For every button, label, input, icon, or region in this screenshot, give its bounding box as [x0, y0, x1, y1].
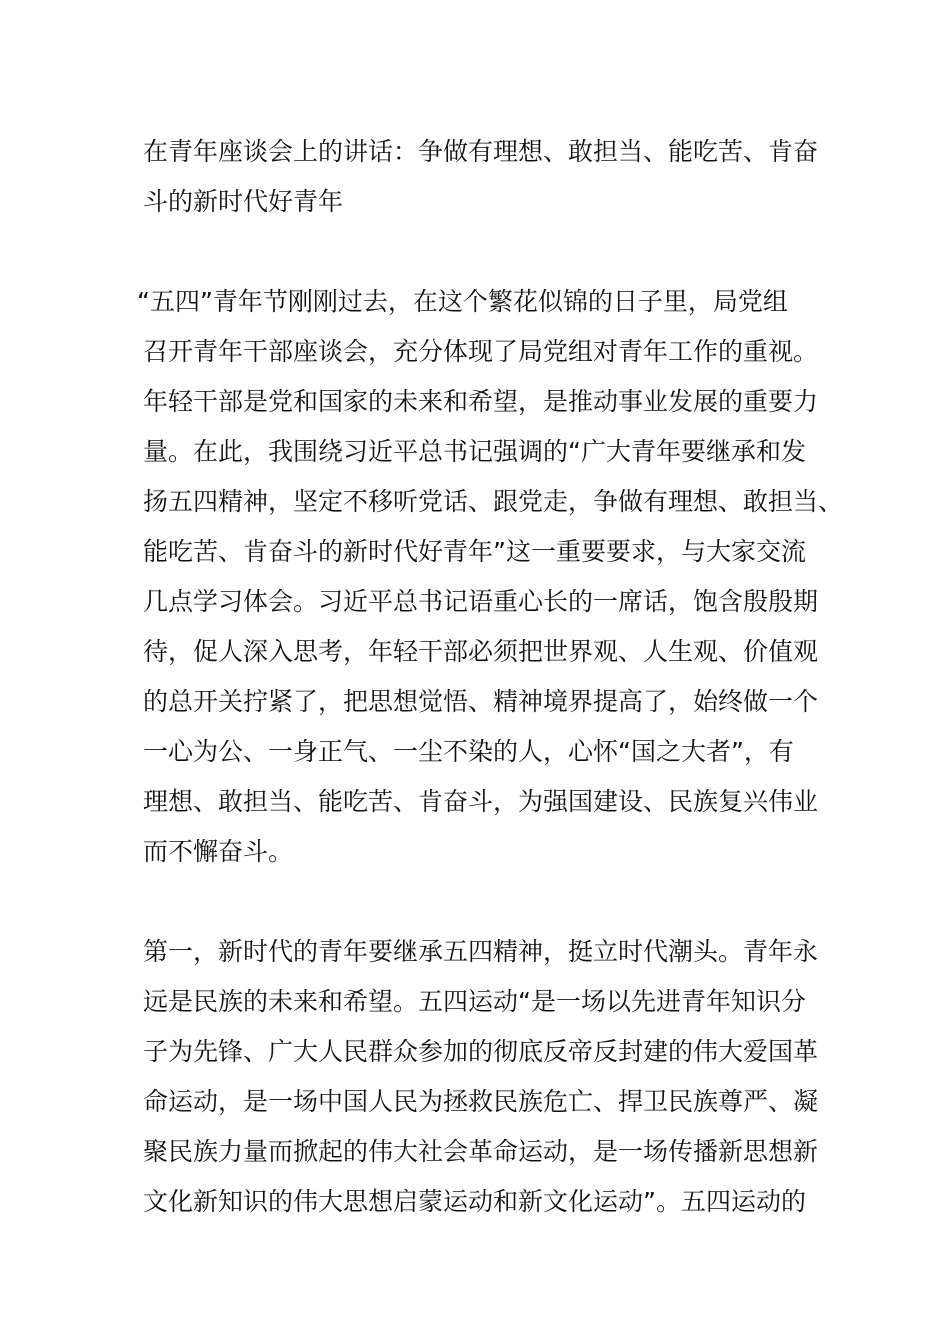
paragraph-line: 年轻干部是党和国家的未来和希望，是推动事业发展的重要力 [143, 387, 819, 416]
paragraph-line: “五四”青年节刚刚过去，在这个繁花似锦的日子里，局党组 [137, 287, 788, 316]
paragraph-line: 子为先锋、广大人民群众参加的彻底反帝反封建的伟大爱国革 [143, 1037, 819, 1066]
paragraph-line: 第一，新时代的青年要继承五四精神，挺立时代潮头。青年永 [143, 937, 819, 966]
paragraph-line: 理想、敢担当、能吃苦、肯奋斗，为强国建设、民族复兴伟业 [143, 787, 819, 816]
title-line: 在青年座谈会上的讲话：争做有理想、敢担当、能吃苦、肯奋 [143, 137, 819, 166]
paragraph-line: 待，促人深入思考，年轻干部必须把世界观、人生观、价值观 [143, 637, 819, 666]
paragraph-line: 聚民族力量而掀起的伟大社会革命运动，是一场传播新思想新 [143, 1137, 819, 1166]
title-line: 斗的新时代好青年 [143, 187, 344, 216]
paragraph-line: 而不懈奋斗。 [143, 837, 294, 866]
paragraph-line: 远是民族的未来和希望。五四运动“是一场以先进青年知识分 [143, 987, 806, 1016]
paragraph-line: 的总开关拧紧了，把思想觉悟、精神境界提高了，始终做一个 [143, 687, 819, 716]
paragraph-line: 能吃苦、肯奋斗的新时代好青年”这一重要要求，与大家交流 [143, 537, 806, 566]
paragraph-line: 命运动，是一场中国人民为拯救民族危亡、捍卫民族尊严、凝 [143, 1087, 819, 1116]
paragraph-line: 量。在此，我围绕习近平总书记强调的“广大青年要继承和发 [143, 437, 806, 466]
paragraph-line: 几点学习体会。习近平总书记语重心长的一席话，饱含殷殷期 [143, 587, 819, 616]
paragraph-line: 文化新知识的伟大思想启蒙运动和新文化运动”。五四运动的 [143, 1187, 806, 1216]
paragraph-line: 一心为公、一身正气、一尘不染的人，心怀“国之大者”，有 [143, 737, 794, 766]
paragraph-line: 扬五四精神，坚定不移听党话、跟党走，争做有理想、敢担当、 [143, 487, 844, 516]
paragraph-line: 召开青年干部座谈会，充分体现了局党组对青年工作的重视。 [143, 337, 819, 366]
